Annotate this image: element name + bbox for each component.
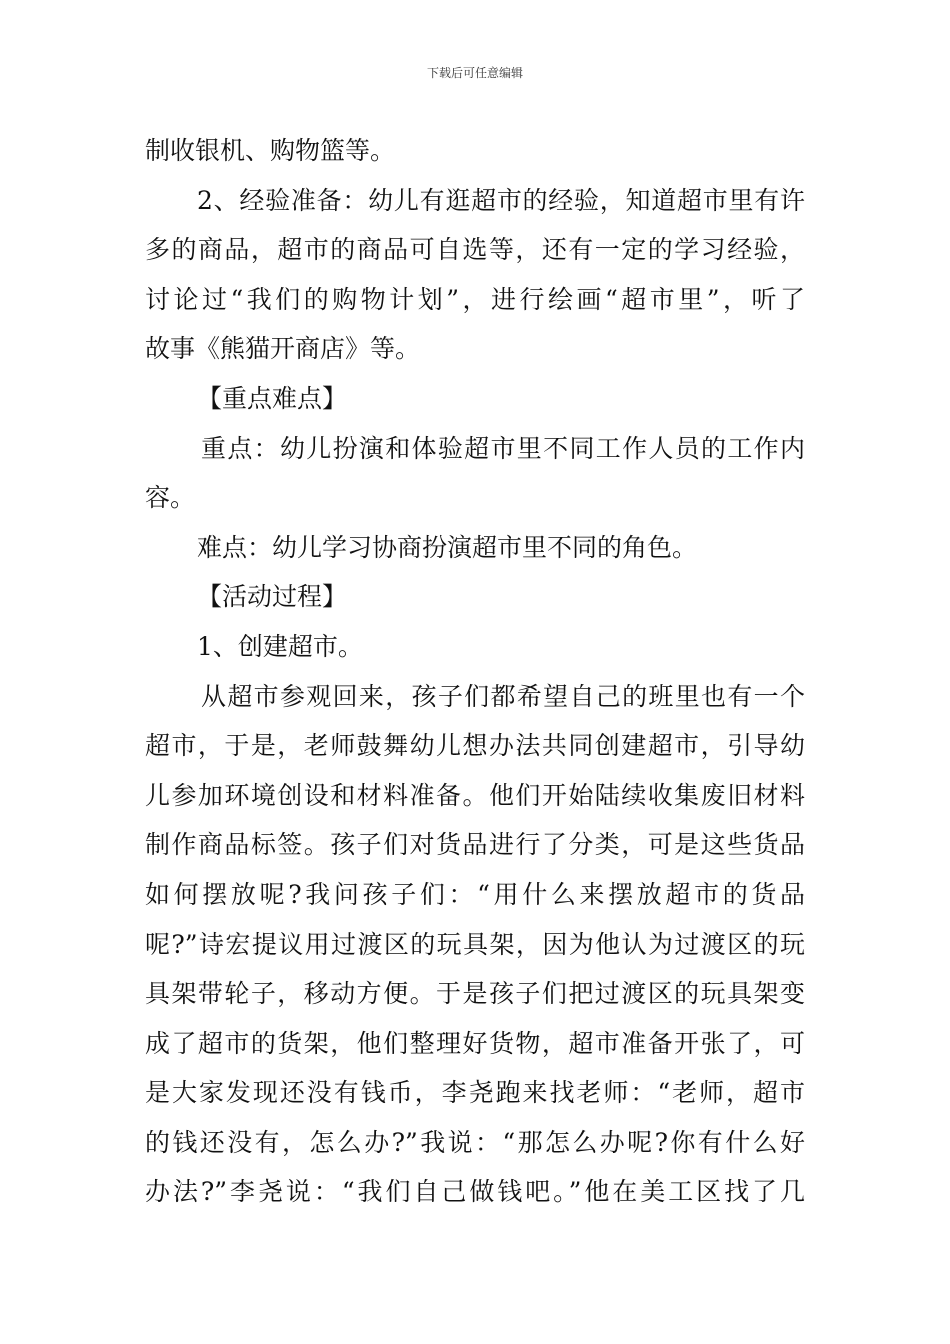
- document-body: [145, 126, 805, 1217]
- text-line: 呢?”诗宏提议用过渡区的玩具架，因为他认为过渡区的玩: [145, 929, 805, 959]
- text-line: 制收银机、购物篮等。: [145, 136, 396, 165]
- text-line: 【重点难点】: [197, 383, 348, 413]
- text-line: 具架带轮子，移动方便。于是孩子们把过渡区的玩具架变: [145, 979, 805, 1009]
- text-line: 超市，于是，老师鼓舞幼儿想办法共同创建超市，引导幼: [145, 731, 805, 761]
- page-header: 下载后可任意编辑: [426, 66, 523, 80]
- text-line: 难点：幼儿学习协商扮演超市里不同的角色。: [197, 532, 698, 562]
- text-line: 1、创建超市。: [197, 631, 363, 661]
- text-line: 多的商品，超市的商品可自选等，还有一定的学习经验，: [145, 235, 805, 265]
- text-line: 讨论过“我们的购物计划”，进行绘画“超市里”，听了: [145, 284, 805, 314]
- text-line: 是大家发现还没有钱币，李尧跑来找老师：“老师，超市: [145, 1078, 805, 1108]
- text-line: 成了超市的货架，他们整理好货物，超市准备开张了，可: [145, 1028, 805, 1058]
- text-line: 从超市参观回来，孩子们都希望自己的班里也有一个: [201, 681, 805, 711]
- text-line: 容。: [145, 483, 196, 513]
- text-line: 制作商品标签。孩子们对货品进行了分类，可是这些货品: [145, 830, 805, 860]
- text-line: 儿参加环境创设和材料准备。他们开始陆续收集废旧材料: [145, 780, 805, 810]
- text-line: 如何摆放呢?我问孩子们：“用什么来摆放超市的货品: [145, 879, 805, 909]
- text-line: 2、经验准备：幼儿有逛超市的经验，知道超市里有许: [197, 185, 805, 215]
- text-line: 故事《熊猫开商店》等。: [145, 334, 421, 364]
- text-line: 重点：幼儿扮演和体验超市里不同工作人员的工作内: [201, 433, 805, 463]
- text-line: 的钱还没有，怎么办?”我说：“那怎么办呢?你有什么好: [145, 1127, 805, 1157]
- text-line: 办法?”李尧说：“我们自己做钱吧。”他在美工区找了几: [145, 1177, 805, 1207]
- text-line: 【活动过程】: [197, 582, 348, 612]
